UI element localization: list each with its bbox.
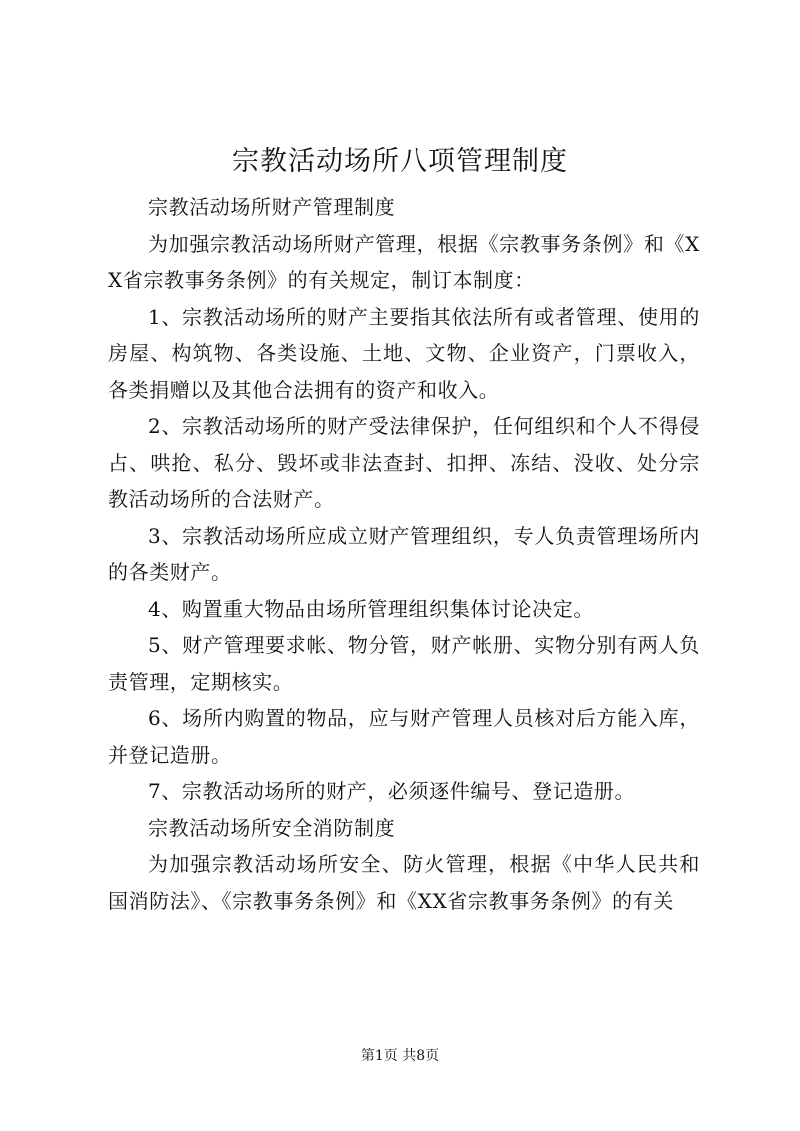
paragraph-item-7: 7、宗教活动场所的财产，必须逐件编号、登记造册。 <box>148 779 636 803</box>
paragraph-item-5: 5、财产管理要求帐、物分管，财产帐册、实物分别有两人负责管理，定期核实。 <box>108 633 700 694</box>
paragraph-intro-safety: 为加强宗教活动场所安全、防火管理，根据《中华人民共和国消防法》、《宗教事务条例》和《XX省宗教事务条例》的有关 <box>108 852 700 913</box>
paragraph-item-3: 3、宗教活动场所应成立财产管理组织，专人负责管理场所内的各类财产。 <box>108 523 700 584</box>
paragraph-item-4: 4、购置重大物品由场所管理组织集体讨论决定。 <box>148 596 594 621</box>
paragraph-intro-property: 为加强宗教活动场所财产管理，根据《宗教事务条例》和《XX省宗教事务条例》的有关规定，制订本制度： <box>108 231 700 292</box>
document-body <box>108 189 700 919</box>
paragraph-item-2: 2、宗教活动场所的财产受法律保护，任何组织和个人不得侵占、哄抢、私分、毁坏或非法查封、扣押、冻结、没收、处分宗教活动场所的合法财产。 <box>108 414 700 511</box>
section-heading-property: 宗教活动场所财产管理制度 <box>148 195 396 219</box>
page-footer: 第1页 共8页 <box>360 1048 440 1064</box>
section-heading-safety: 宗教活动场所安全消防制度 <box>148 815 396 840</box>
paragraph-item-6: 6、场所内购置的物品，应与财产管理人员核对后方能入库，并登记造册。 <box>108 706 700 767</box>
document-title: 宗教活动场所八项管理制度 <box>232 146 568 177</box>
paragraph-item-1: 1、宗教活动场所的财产主要指其依法所有或者管理、使用的房屋、构筑物、各类设施、土地、文物、企业资产，门票收入，各类捐赠以及其他合法拥有的资产和收入。 <box>108 304 700 402</box>
